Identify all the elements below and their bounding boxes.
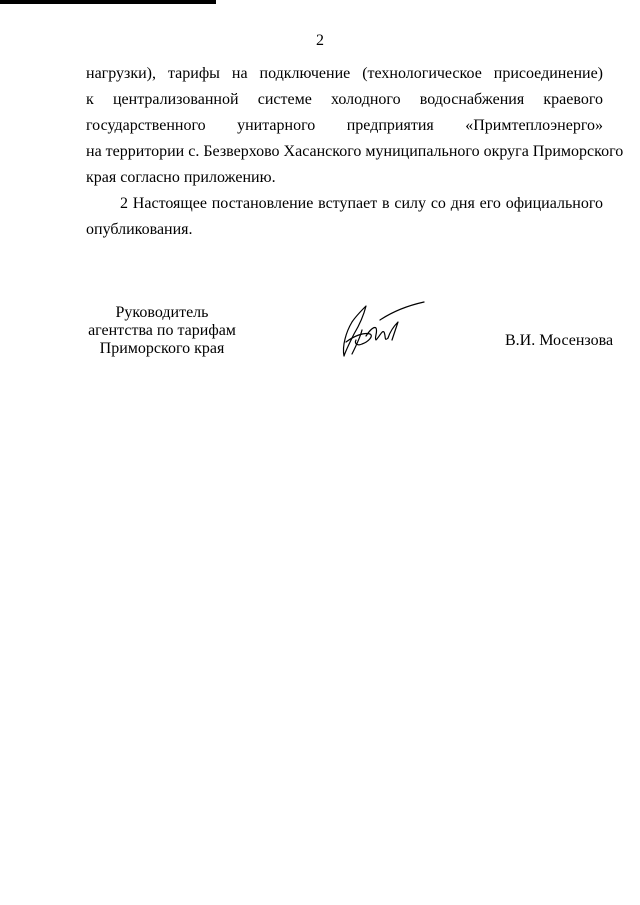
page-number: 2 (316, 32, 324, 49)
paragraph-line: опубликования. (86, 221, 193, 238)
signatory-name: В.И. Мосензова (505, 332, 614, 349)
signatory-title-line: Руководитель (115, 304, 209, 321)
signatory-title-line: агентства по тарифам (88, 322, 236, 339)
signatory-title (62, 304, 262, 358)
paragraph-effective-date (86, 191, 603, 243)
handwritten-signature-icon (336, 296, 428, 362)
paragraph-line: нагрузки), тарифы на подключение (технологическое присоединение) (86, 65, 603, 82)
paragraph-line: края согласно приложению. (86, 169, 276, 186)
paragraph-line: 2 Настоящее постановление вступает в силу со дня его официального (120, 195, 603, 212)
paragraph-line: на территории с. Безверхово Хасанского муниципального округа Приморского (86, 143, 624, 160)
paragraph-line: к централизованной системе холодного водоснабжения краевого (86, 91, 603, 108)
scan-edge-mark (0, 0, 216, 4)
paragraph-line: государственного унитарного предприятия «Примтеплоэнерго» (86, 117, 603, 134)
signatory-title-line: Приморского края (99, 340, 225, 357)
paragraph-tariff-text (86, 61, 624, 191)
